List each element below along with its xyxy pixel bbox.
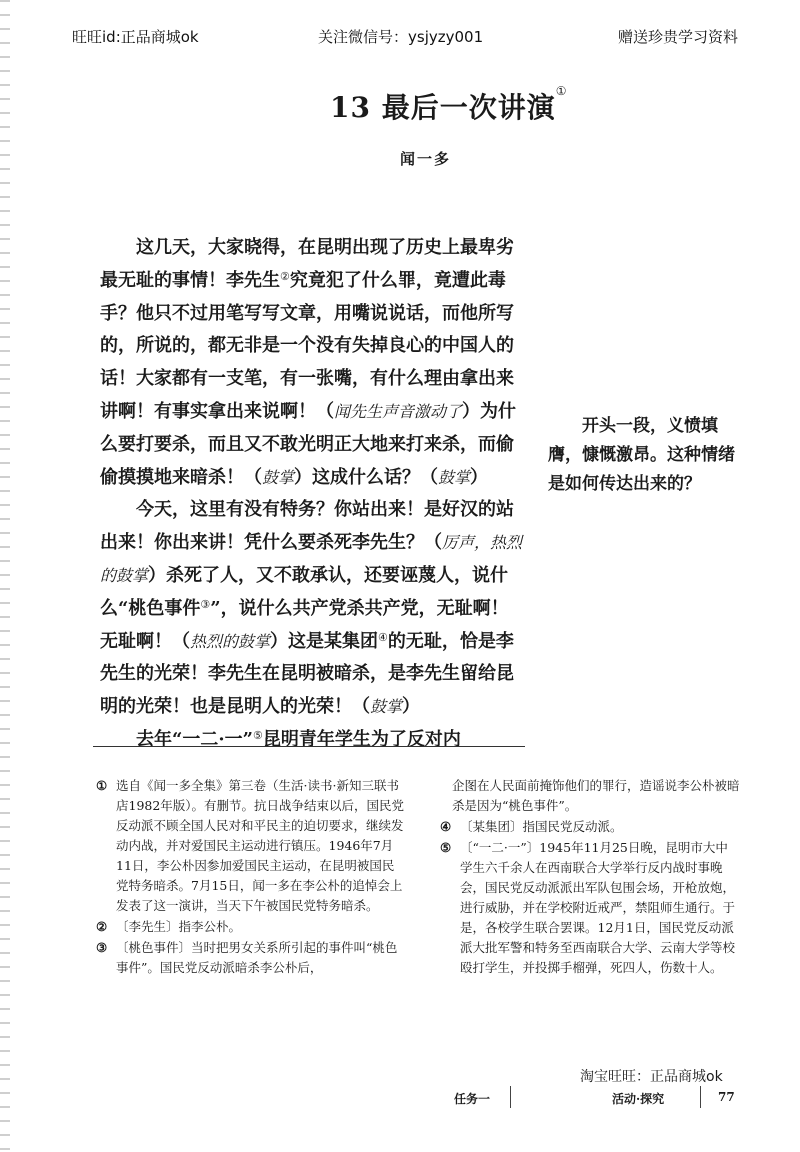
footnote-ref-3[interactable]: ③ xyxy=(200,597,211,611)
stage-direction: 厉声，热烈的鼓掌 xyxy=(100,533,523,585)
footnote-divider xyxy=(93,746,525,747)
stage-direction: 鼓掌 xyxy=(438,467,471,487)
margin-question: 开头一段，义愤填膺，慷慨激昂。这种情绪是如何传达出来的？ xyxy=(548,416,735,494)
footnote-3-continued: 企图在人民面前掩饰他们的罪行，造谣说李公朴被暗杀是因为“桃色事件”。 xyxy=(452,778,740,813)
footer-activity-label: 活动·探究 xyxy=(612,1092,665,1106)
paragraph-3: 去年“一二·一”⑤昆明青年学生为了反对内 xyxy=(136,728,461,750)
footer-task-label: 任务一 xyxy=(454,1092,491,1106)
footnotes-right-column xyxy=(440,776,740,979)
footnote-5: ⑤ 〔“一二·一”〕1945年11月25日晚，昆明市大中学生六千余人在西南联合大学举行反内战时事晚会，国民党反动派派出军队包围会场，开枪放炮，进行威胁，并在学校附近戒严，禁阻师生通行。于是，各校学生联合罢课。12月1日，国民党反动派派大批军警和特务至西南联合大学、云南大学等校殴打学生，并投掷手榴弹，死四人，伤数十人。 xyxy=(440,840,736,975)
footnote-ref-5[interactable]: ⑤ xyxy=(252,728,263,742)
binding-edge xyxy=(0,0,10,1152)
footnotes-left-column xyxy=(96,776,406,979)
stage-direction: 热烈的鼓掌 xyxy=(190,631,271,651)
paragraph-1: 这几天，大家晓得，在昆明出现了历史上最卑劣最无耻的事情！李先生②究竟犯了什么罪，竟遭此毒手？他只不过用笔写写文章，用嘴说说话，而他所写的，所说的，都无非是一个没有失掉良心的中国人的话！大家都有一支笔，有一张嘴，有什么理由拿出来讲啊！有事实拿出来说啊！（闻先生声音激动了）为什么要打要杀，而且又不敢光明正大地来打来杀，而偷偷摸摸地来暗杀！（鼓掌）这成什么话？（鼓掌） xyxy=(100,237,517,488)
author-name: 闻一多 xyxy=(400,150,452,168)
footnote-2: ② 〔李先生〕指李公朴。 xyxy=(96,919,242,934)
seller-tag: 淘宝旺旺：正品商城ok xyxy=(580,1069,723,1085)
banner-gift: 赠送珍贵学习资料 xyxy=(618,28,739,46)
stage-direction: 鼓掌 xyxy=(262,467,295,487)
page-number: 77 xyxy=(718,1090,735,1104)
footer-divider xyxy=(700,1086,701,1108)
stage-direction: 闻先生声音激动了 xyxy=(334,401,463,421)
speech-body xyxy=(100,232,525,757)
footnote-1: ① 选自《闻一多全集》第三卷（生活·读书·新知三联书店1982年版）。有删节。抗日战争结束以后，国民党反动派不顾全国人民对和平民主的迫切要求，继续发动内战，并对爱国民主运动进行镇压。1946年7月11日，李公朴因参加爱国民主运动，在昆明被国民党特务暗杀。7月15日，闻一多在李公朴的追悼会上发表了这一演讲，当天下午被国民党特务暗杀。 xyxy=(96,778,405,913)
footnote-4: ④ 〔某集团〕指国民党反动派。 xyxy=(440,819,623,834)
footnote-3: ③ 〔桃色事件〕当时把男女关系所引起的事件叫“桃色事件”。国民党反动派暗杀李公朴后， xyxy=(96,940,398,975)
stage-direction: 鼓掌 xyxy=(370,697,403,717)
footnote-ref-4[interactable]: ④ xyxy=(378,630,388,644)
lesson-title-text: 13 最后一次讲演 xyxy=(330,91,556,124)
footer-divider xyxy=(510,1086,511,1108)
paragraph-2: 今天，这里有没有特务？你站出来！是好汉的站出来！你出来讲！凭什么要杀死李先生？（厉声，热烈的鼓掌）杀死了人，又不敢承认，还要诬蔑人，说什么“桃色事件③”，说什么共产党杀共产党，无耻啊！无耻啊！（热烈的鼓掌）这是某集团④的无耻，恰是李先生的光荣！李先生在昆明被暗杀，是李先生留给昆明的光荣！也是昆明人的光荣！（鼓掌） xyxy=(100,499,523,718)
footnote-ref-2[interactable]: ② xyxy=(280,269,290,283)
banner-wechat: 关注微信号：ysjyzy001 xyxy=(318,28,484,46)
banner-shop-id: 旺旺id:正品商城ok xyxy=(72,28,199,46)
lesson-title xyxy=(330,86,567,126)
footnote-ref-1[interactable]: ① xyxy=(555,84,568,98)
